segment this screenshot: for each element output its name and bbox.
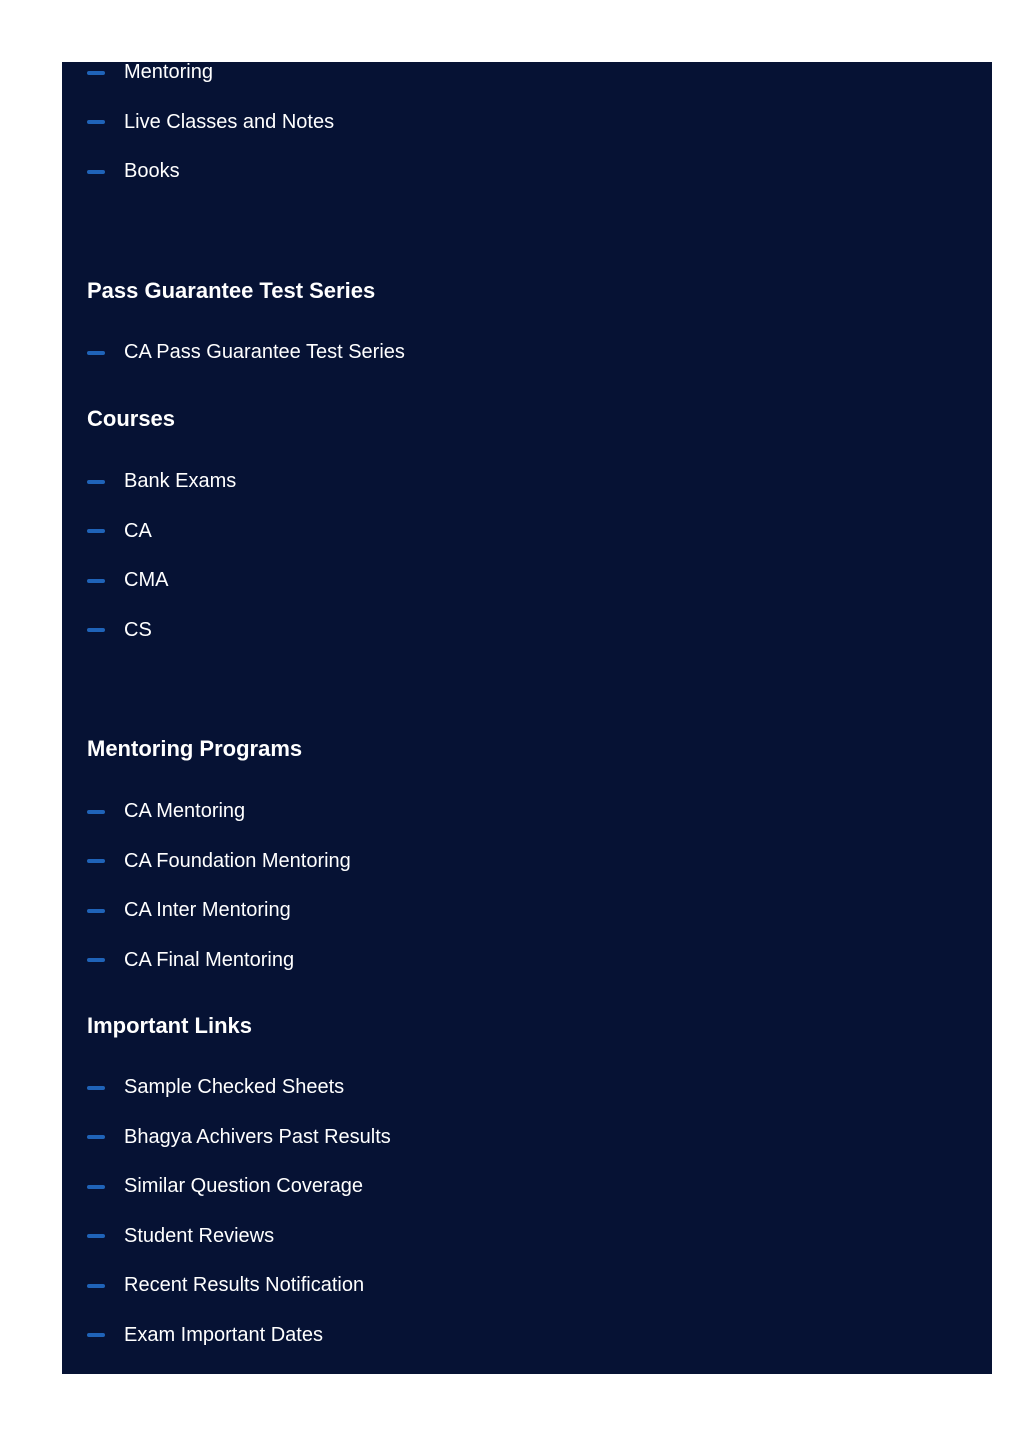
dash-bullet-icon: [87, 480, 105, 484]
important-links-section: [87, 1013, 252, 1039]
list-item[interactable]: [87, 328, 405, 378]
link-ca-foundation-mentoring[interactable]: CA Foundation Mentoring: [124, 849, 351, 872]
mentoring-programs-list: [87, 787, 351, 985]
list-item[interactable]: [87, 1311, 391, 1361]
list-item[interactable]: [87, 98, 334, 148]
link-mentoring[interactable]: Mentoring: [124, 61, 213, 84]
link-ca-final-mentoring[interactable]: CA Final Mentoring: [124, 948, 295, 971]
list-item[interactable]: [87, 936, 351, 986]
pass-guarantee-section: [87, 278, 375, 304]
link-ca[interactable]: CA: [124, 519, 152, 542]
dash-bullet-icon: [87, 120, 105, 124]
link-ca-inter-mentoring[interactable]: CA Inter Mentoring: [124, 899, 291, 922]
dash-bullet-icon: [87, 579, 105, 583]
list-item[interactable]: [87, 1113, 391, 1163]
dash-bullet-icon: [87, 909, 105, 913]
dash-bullet-icon: [87, 1185, 105, 1189]
dash-bullet-icon: [87, 1086, 105, 1090]
link-ca-mentoring[interactable]: CA Mentoring: [124, 800, 246, 823]
dash-bullet-icon: [87, 351, 105, 355]
dash-bullet-icon: [87, 71, 105, 75]
list-item[interactable]: [87, 1212, 391, 1262]
link-student-reviews[interactable]: Student Reviews: [124, 1224, 275, 1247]
link-cma[interactable]: CMA: [124, 569, 169, 592]
dash-bullet-icon: [87, 1234, 105, 1238]
link-recent-results-notification[interactable]: Recent Results Notification: [124, 1274, 365, 1297]
list-item[interactable]: [87, 507, 236, 557]
list-item[interactable]: [87, 1261, 391, 1311]
link-books[interactable]: Books: [124, 160, 180, 183]
important-links-list: [87, 1063, 391, 1360]
link-live-classes-and-notes[interactable]: Live Classes and Notes: [124, 110, 335, 133]
section-heading-important-links: Important Links: [87, 1013, 253, 1038]
courses-section: [87, 406, 175, 432]
section-heading-pass-guarantee: Pass Guarantee Test Series: [87, 278, 376, 303]
list-item[interactable]: [87, 1063, 391, 1113]
list-item[interactable]: [87, 147, 334, 197]
list-item[interactable]: [87, 606, 236, 656]
list-item[interactable]: [87, 837, 351, 887]
dash-bullet-icon: [87, 170, 105, 174]
list-item[interactable]: [87, 886, 351, 936]
top-links-section: [87, 48, 334, 197]
dash-bullet-icon: [87, 529, 105, 533]
list-item[interactable]: [87, 457, 236, 507]
list-item[interactable]: [87, 787, 351, 837]
important-links-list-wrap: [87, 1063, 391, 1360]
mentoring-programs-section: [87, 736, 302, 762]
pass-guarantee-list: [87, 328, 405, 378]
dash-bullet-icon: [87, 958, 105, 962]
list-item[interactable]: [87, 48, 334, 98]
link-bank-exams[interactable]: Bank Exams: [124, 470, 237, 493]
link-cs[interactable]: CS: [124, 618, 152, 641]
link-sample-checked-sheets[interactable]: Sample Checked Sheets: [124, 1076, 345, 1099]
mentoring-programs-list-wrap: [87, 787, 351, 985]
dash-bullet-icon: [87, 810, 105, 814]
courses-list-wrap: [87, 457, 236, 655]
link-ca-pass-guarantee-test-series[interactable]: CA Pass Guarantee Test Series: [124, 341, 405, 364]
dash-bullet-icon: [87, 628, 105, 632]
dash-bullet-icon: [87, 859, 105, 863]
link-bhagya-achivers-past-results[interactable]: Bhagya Achivers Past Results: [124, 1125, 391, 1148]
dash-bullet-icon: [87, 1284, 105, 1288]
link-exam-important-dates[interactable]: Exam Important Dates: [124, 1323, 323, 1346]
courses-list: [87, 457, 236, 655]
section-heading-courses: Courses: [87, 406, 176, 431]
dash-bullet-icon: [87, 1135, 105, 1139]
list-item[interactable]: [87, 1162, 391, 1212]
pass-guarantee-list-wrap: [87, 328, 405, 378]
dash-bullet-icon: [87, 1333, 105, 1337]
link-similar-question-coverage[interactable]: Similar Question Coverage: [124, 1175, 363, 1198]
footer-panel: [62, 62, 992, 1374]
section-heading-mentoring-programs: Mentoring Programs: [87, 736, 303, 761]
top-links-list: [87, 48, 334, 197]
list-item[interactable]: [87, 556, 236, 606]
